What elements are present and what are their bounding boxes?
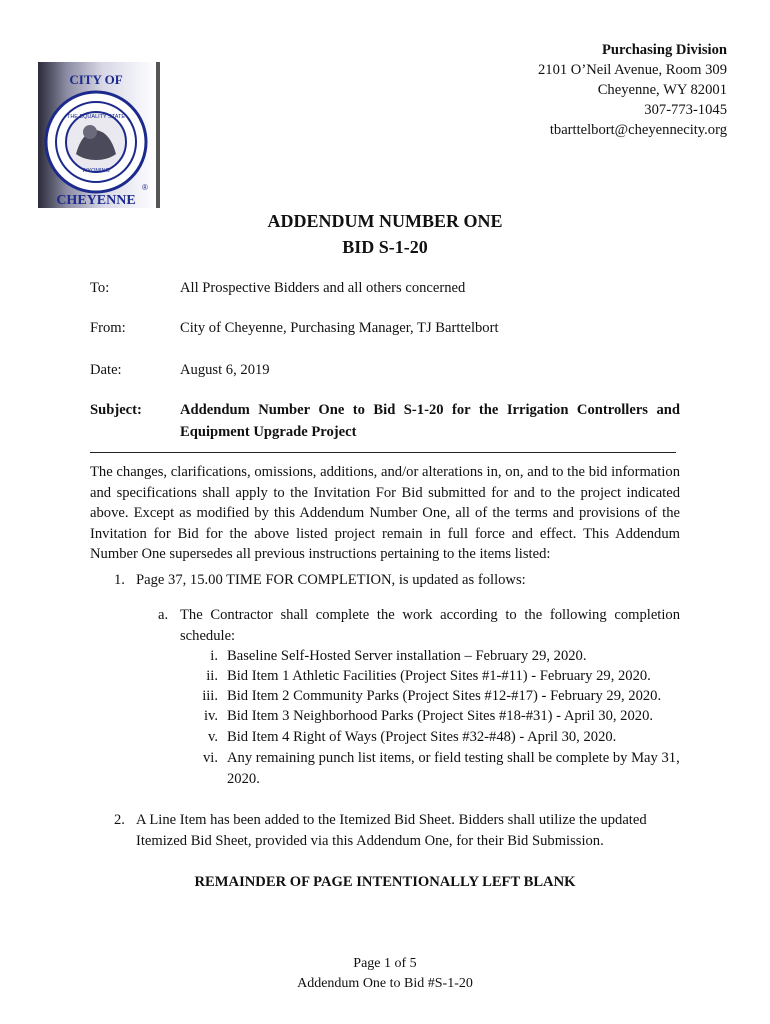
roman-v: v. [208,729,218,745]
division-name: Purchasing Division [601,42,727,58]
address-line-1: 2101 O’Neil Avenue, Room 309 [537,62,727,78]
seal-bottom-text: WYOMING [82,168,110,174]
item-1a-letter: a. [158,607,169,623]
schedule-item: Bid Item 4 Right of Ways (Project Sites #32-#48) - April 30, 2020. [227,729,617,745]
from-value: City of Cheyenne, Purchasing Manager, TJ Barttelbort [180,320,499,336]
date-value: August 6, 2019 [180,362,270,378]
blank-page-notice: REMAINDER OF PAGE INTENTIONALLY LEFT BLANK [194,874,576,890]
city-seal-icon [38,62,160,208]
item-1-number: 1. [114,572,125,588]
subject-label: Subject: [90,402,142,418]
schedule-item: Any remaining punch list items, or field testing shall be complete by May 31, 2020. [227,750,680,787]
roman-i: i. [210,648,218,664]
item-2-number: 2. [114,812,125,828]
email-address: tbarttelbort@cheyennecity.org [549,122,727,138]
schedule-item: Baseline Self-Hosted Server installation – February 29, 2020. [227,648,587,664]
intro-paragraph: The changes, clarifications, omissions, additions, and/or alterations in, on, and to the bid information and specifications shall apply to the Invitation For Bid submitted for and to the project indicated above. Except as modified by this Addendum Number One, all of the terms and provisions of the Invitation for Bid for the above listed project remain in full force and effect. This Addendum Number One supersedes all previous instructions pertaining to the items listed: [90,464,680,562]
subject-value: Addendum Number One to Bid S-1-20 for the Irrigation Controllers and Equipment Upgrade Project [180,402,680,440]
roman-iv: iv. [203,708,218,724]
item-2-text: A Line Item has been added to the Itemized Bid Sheet. Bidders shall utilize the updated Itemized Bid Sheet, provided via this Addendum One, for their Bid Submission. [136,812,647,849]
seal-top-text: THE EQUALITY STATE [66,114,126,120]
from-label: From: [90,320,126,336]
registered-mark: ® [142,183,148,192]
schedule-item: Bid Item 3 Neighborhood Parks (Project Sites #18-#31) - April 30, 2020. [227,708,654,724]
schedule-item: Bid Item 1 Athletic Facilities (Project Sites #1-#11) - February 29, 2020. [227,668,651,684]
item-1a-text: The Contractor shall complete the work according to the following completion schedule: [180,607,680,644]
page-number: Page 1 of 5 [353,956,417,971]
to-label: To: [90,280,110,296]
item-1-text: Page 37, 15.00 TIME FOR COMPLETION, is updated as follows: [136,572,526,588]
city-logo [38,62,160,208]
roman-ii: ii. [206,668,218,684]
document-title [0,208,770,260]
footer-doc-ref: Addendum One to Bid #S-1-20 [297,976,473,991]
logo-bottom-text: CHEYENNE [56,193,136,208]
page-footer [0,954,770,994]
logo-top-text: CITY OF [69,72,123,87]
to-value: All Prospective Bidders and all others concerned [180,280,466,296]
phone-number: 307-773-1045 [644,102,727,118]
divider-line [90,452,676,453]
contact-block [538,40,727,140]
date-label: Date: [90,362,122,378]
roman-iii: iii. [202,688,218,704]
title-line-2: BID S-1-20 [342,237,428,257]
title-line-1: ADDENDUM NUMBER ONE [267,211,503,231]
roman-vi: vi. [203,750,218,766]
address-line-2: Cheyenne, WY 82001 [597,82,727,98]
schedule-item: Bid Item 2 Community Parks (Project Sites #12-#17) - February 29, 2020. [227,688,662,704]
